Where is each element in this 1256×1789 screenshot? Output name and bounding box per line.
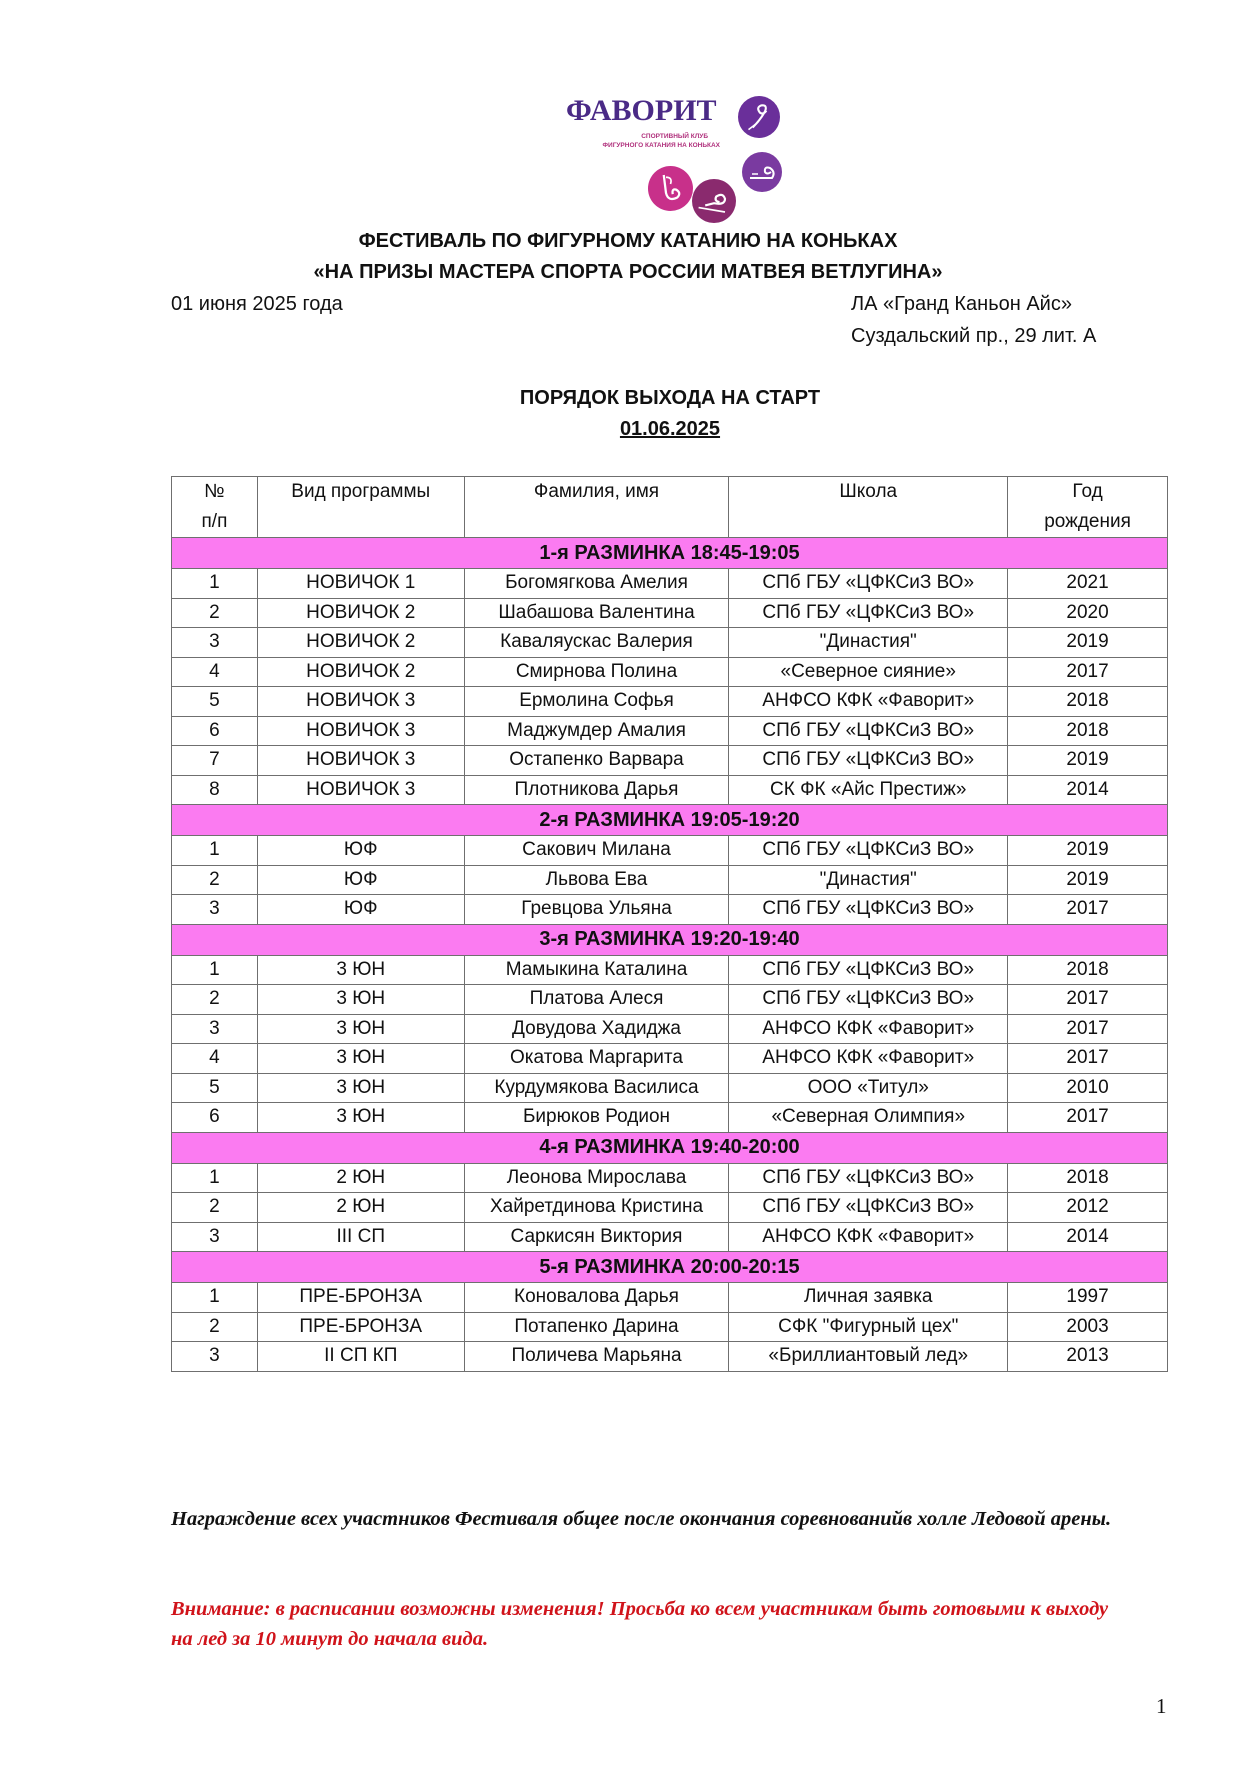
cell-athlete-name: Маджумдер Амалия [464, 716, 729, 746]
cell-athlete-name: Платова Алеся [464, 985, 729, 1015]
cell-birth-year: 2013 [1008, 1342, 1168, 1372]
cell-program: ЮФ [257, 895, 464, 925]
cell-school: "Династия" [729, 628, 1008, 658]
cell-athlete-name: Смирнова Полина [464, 657, 729, 687]
cell-birth-year: 2020 [1008, 598, 1168, 628]
column-header-name: Фамилия, имя [464, 477, 729, 538]
cell-birth-year: 2014 [1008, 775, 1168, 805]
award-note: Награждение всех участников Фестиваля общее после окончания соревнованийв холле Ледовой арены. [171, 1508, 1112, 1530]
cell-number: 6 [172, 716, 258, 746]
cell-number: 3 [172, 1222, 258, 1252]
warmup-label: 3-я РАЗМИНКА 19:20-19:40 [172, 924, 1168, 955]
skate-emblem-icon [692, 179, 736, 223]
table-row [172, 775, 1168, 805]
cell-number: 8 [172, 775, 258, 805]
cell-number: 1 [172, 836, 258, 866]
table-row [172, 687, 1168, 717]
cell-number: 3 [172, 1014, 258, 1044]
cell-birth-year: 2018 [1008, 687, 1168, 717]
cell-school: СПб ГБУ «ЦФКСиЗ ВО» [729, 746, 1008, 776]
cell-program: ПРЕ-БРОНЗА [257, 1283, 464, 1313]
festival-title: ФЕСТИВАЛЬ ПО ФИГУРНОМУ КАТАНИЮ НА КОНЬКАХ [358, 230, 898, 252]
cell-program: НОВИЧОК 2 [257, 628, 464, 658]
skate-emblem-icon [738, 96, 780, 138]
skate-emblem-icon [648, 166, 693, 211]
cell-birth-year: 2019 [1008, 628, 1168, 658]
logo-wordmark: ФАВОРИТ [566, 94, 717, 127]
cell-number: 5 [172, 687, 258, 717]
cell-birth-year: 2017 [1008, 657, 1168, 687]
column-header-number: № п/п [172, 477, 258, 538]
cell-athlete-name: Саркисян Виктория [464, 1222, 729, 1252]
column-header-school: Школа [729, 477, 1008, 538]
cell-school: АНФСО КФК «Фаворит» [729, 687, 1008, 717]
cell-number: 4 [172, 657, 258, 687]
cell-program: ЮФ [257, 836, 464, 866]
table-row [172, 657, 1168, 687]
cell-school: «Северная Олимпия» [729, 1103, 1008, 1133]
table-row [172, 1014, 1168, 1044]
venue-address: Суздальский пр., 29 лит. А [851, 325, 1097, 347]
cell-program: 3 ЮН [257, 1103, 464, 1133]
cell-number: 2 [172, 985, 258, 1015]
warmup-label: 4-я РАЗМИНКА 19:40-20:00 [172, 1132, 1168, 1163]
warmup-header-row [172, 538, 1168, 569]
cell-program: 3 ЮН [257, 955, 464, 985]
table-row [172, 716, 1168, 746]
cell-athlete-name: Окатова Маргарита [464, 1044, 729, 1074]
cell-number: 2 [172, 865, 258, 895]
cell-birth-year: 1997 [1008, 1283, 1168, 1313]
table-row [172, 985, 1168, 1015]
table-row [172, 1103, 1168, 1133]
cell-birth-year: 2018 [1008, 1163, 1168, 1193]
column-header-birth-year: Год рождения [1008, 477, 1168, 538]
cell-school: СПб ГБУ «ЦФКСиЗ ВО» [729, 895, 1008, 925]
cell-program: НОВИЧОК 3 [257, 687, 464, 717]
cell-program: НОВИЧОК 3 [257, 716, 464, 746]
cell-school: «Бриллиантовый лед» [729, 1342, 1008, 1372]
cell-birth-year: 2017 [1008, 1044, 1168, 1074]
warmup-header-row [172, 1252, 1168, 1283]
cell-athlete-name: Гревцова Ульяна [464, 895, 729, 925]
table-row [172, 1073, 1168, 1103]
cell-athlete-name: Хайретдинова Кристина [464, 1193, 729, 1223]
cell-athlete-name: Богомягкова Амелия [464, 569, 729, 599]
table-row [172, 746, 1168, 776]
venue-name: ЛА «Гранд Каньон Айс» [851, 293, 1072, 315]
cell-number: 3 [172, 628, 258, 658]
cell-program: 3 ЮН [257, 1014, 464, 1044]
festival-subtitle: «НА ПРИЗЫ МАСТЕРА СПОРТА РОССИИ МАТВЕЯ ВЕТЛУГИНА» [313, 261, 943, 283]
cell-program: III СП [257, 1222, 464, 1252]
table-header-row [172, 477, 1168, 538]
cell-school: АНФСО КФК «Фаворит» [729, 1014, 1008, 1044]
cell-athlete-name: Леонова Мирослава [464, 1163, 729, 1193]
column-header-program: Вид программы [257, 477, 464, 538]
cell-school: АНФСО КФК «Фаворит» [729, 1222, 1008, 1252]
cell-school: СК ФК «Айс Престиж» [729, 775, 1008, 805]
table-row [172, 569, 1168, 599]
warmup-header-row [172, 805, 1168, 836]
club-logo [560, 82, 800, 222]
cell-school: "Династия" [729, 865, 1008, 895]
cell-athlete-name: Поличева Марьяна [464, 1342, 729, 1372]
table-row [172, 1342, 1168, 1372]
table-row [172, 1312, 1168, 1342]
cell-number: 2 [172, 1312, 258, 1342]
cell-number: 1 [172, 569, 258, 599]
warmup-header-row [172, 1132, 1168, 1163]
cell-number: 1 [172, 955, 258, 985]
cell-athlete-name: Коновалова Дарья [464, 1283, 729, 1313]
cell-birth-year: 2012 [1008, 1193, 1168, 1223]
logo-subtitle-line1: СПОРТИВНЫЙ КЛУБ [641, 133, 708, 140]
warmup-label: 5-я РАЗМИНКА 20:00-20:15 [172, 1252, 1168, 1283]
warmup-header-row [172, 924, 1168, 955]
cell-number: 3 [172, 895, 258, 925]
table-row [172, 1222, 1168, 1252]
start-order-table [171, 476, 1168, 1372]
cell-school: СПб ГБУ «ЦФКСиЗ ВО» [729, 569, 1008, 599]
cell-school: СПб ГБУ «ЦФКСиЗ ВО» [729, 716, 1008, 746]
cell-birth-year: 2019 [1008, 836, 1168, 866]
cell-athlete-name: Шабашова Валентина [464, 598, 729, 628]
cell-program: 3 ЮН [257, 985, 464, 1015]
cell-school: СПб ГБУ «ЦФКСиЗ ВО» [729, 836, 1008, 866]
cell-school: СПб ГБУ «ЦФКСиЗ ВО» [729, 955, 1008, 985]
cell-athlete-name: Курдумякова Василиса [464, 1073, 729, 1103]
cell-number: 5 [172, 1073, 258, 1103]
table-row [172, 1044, 1168, 1074]
cell-number: 3 [172, 1342, 258, 1372]
cell-athlete-name: Львова Ева [464, 865, 729, 895]
cell-athlete-name: Сакович Милана [464, 836, 729, 866]
table-row [172, 836, 1168, 866]
cell-athlete-name: Довудова Хадиджа [464, 1014, 729, 1044]
cell-school: ООО «Титул» [729, 1073, 1008, 1103]
cell-number: 4 [172, 1044, 258, 1074]
cell-birth-year: 2019 [1008, 746, 1168, 776]
table-row [172, 895, 1168, 925]
cell-birth-year: 2003 [1008, 1312, 1168, 1342]
logo-subtitle-line2: ФИГУРНОГО КАТАНИЯ НА КОНЬКАХ [602, 142, 720, 149]
cell-number: 6 [172, 1103, 258, 1133]
cell-birth-year: 2017 [1008, 1103, 1168, 1133]
cell-program: НОВИЧОК 1 [257, 569, 464, 599]
cell-birth-year: 2021 [1008, 569, 1168, 599]
cell-program: НОВИЧОК 3 [257, 746, 464, 776]
page-number: 1 [1156, 1694, 1167, 1718]
cell-athlete-name: Бирюков Родион [464, 1103, 729, 1133]
cell-program: 2 ЮН [257, 1193, 464, 1223]
table-row [172, 1193, 1168, 1223]
cell-program: II СП КП [257, 1342, 464, 1372]
cell-school: АНФСО КФК «Фаворит» [729, 1044, 1008, 1074]
cell-program: НОВИЧОК 3 [257, 775, 464, 805]
cell-program: НОВИЧОК 2 [257, 657, 464, 687]
cell-birth-year: 2018 [1008, 955, 1168, 985]
cell-athlete-name: Потапенко Дарина [464, 1312, 729, 1342]
table-row [172, 1283, 1168, 1313]
cell-birth-year: 2017 [1008, 1014, 1168, 1044]
cell-birth-year: 2014 [1008, 1222, 1168, 1252]
cell-school: СФК "Фигурный цех" [729, 1312, 1008, 1342]
cell-school: СПб ГБУ «ЦФКСиЗ ВО» [729, 1163, 1008, 1193]
cell-athlete-name: Ермолина Софья [464, 687, 729, 717]
cell-athlete-name: Плотникова Дарья [464, 775, 729, 805]
cell-birth-year: 2019 [1008, 865, 1168, 895]
skate-emblem-icon [742, 152, 782, 192]
cell-number: 2 [172, 598, 258, 628]
cell-school: «Северное сияние» [729, 657, 1008, 687]
cell-birth-year: 2017 [1008, 985, 1168, 1015]
warmup-label: 1-я РАЗМИНКА 18:45-19:05 [172, 538, 1168, 569]
table-row [172, 628, 1168, 658]
cell-athlete-name: Остапенко Варвара [464, 746, 729, 776]
cell-program: 2 ЮН [257, 1163, 464, 1193]
table-row [172, 865, 1168, 895]
cell-program: 3 ЮН [257, 1073, 464, 1103]
cell-program: ЮФ [257, 865, 464, 895]
table-body [172, 538, 1168, 1372]
table-row [172, 598, 1168, 628]
cell-number: 1 [172, 1283, 258, 1313]
cell-number: 2 [172, 1193, 258, 1223]
cell-athlete-name: Каваляускас Валерия [464, 628, 729, 658]
table-row [172, 1163, 1168, 1193]
cell-program: ПРЕ-БРОНЗА [257, 1312, 464, 1342]
schedule-change-warning: Внимание: в расписании возможны изменения! Просьба ко всем участникам быть готовыми к выходу на лед за 10 минут до начала вида. [171, 1598, 1109, 1650]
cell-school: СПб ГБУ «ЦФКСиЗ ВО» [729, 985, 1008, 1015]
schedule-date: 01.06.2025 [619, 418, 721, 440]
cell-program: НОВИЧОК 2 [257, 598, 464, 628]
warmup-label: 2-я РАЗМИНКА 19:05-19:20 [172, 805, 1168, 836]
schedule-title: ПОРЯДОК ВЫХОДА НА СТАРТ [519, 387, 821, 409]
cell-number: 7 [172, 746, 258, 776]
event-date: 01 июня 2025 года [171, 293, 343, 315]
cell-program: 3 ЮН [257, 1044, 464, 1074]
cell-school: СПб ГБУ «ЦФКСиЗ ВО» [729, 598, 1008, 628]
cell-birth-year: 2018 [1008, 716, 1168, 746]
cell-birth-year: 2017 [1008, 895, 1168, 925]
cell-number: 1 [172, 1163, 258, 1193]
cell-athlete-name: Мамыкина Каталина [464, 955, 729, 985]
cell-school: СПб ГБУ «ЦФКСиЗ ВО» [729, 1193, 1008, 1223]
cell-birth-year: 2010 [1008, 1073, 1168, 1103]
cell-school: Личная заявка [729, 1283, 1008, 1313]
table-row [172, 955, 1168, 985]
